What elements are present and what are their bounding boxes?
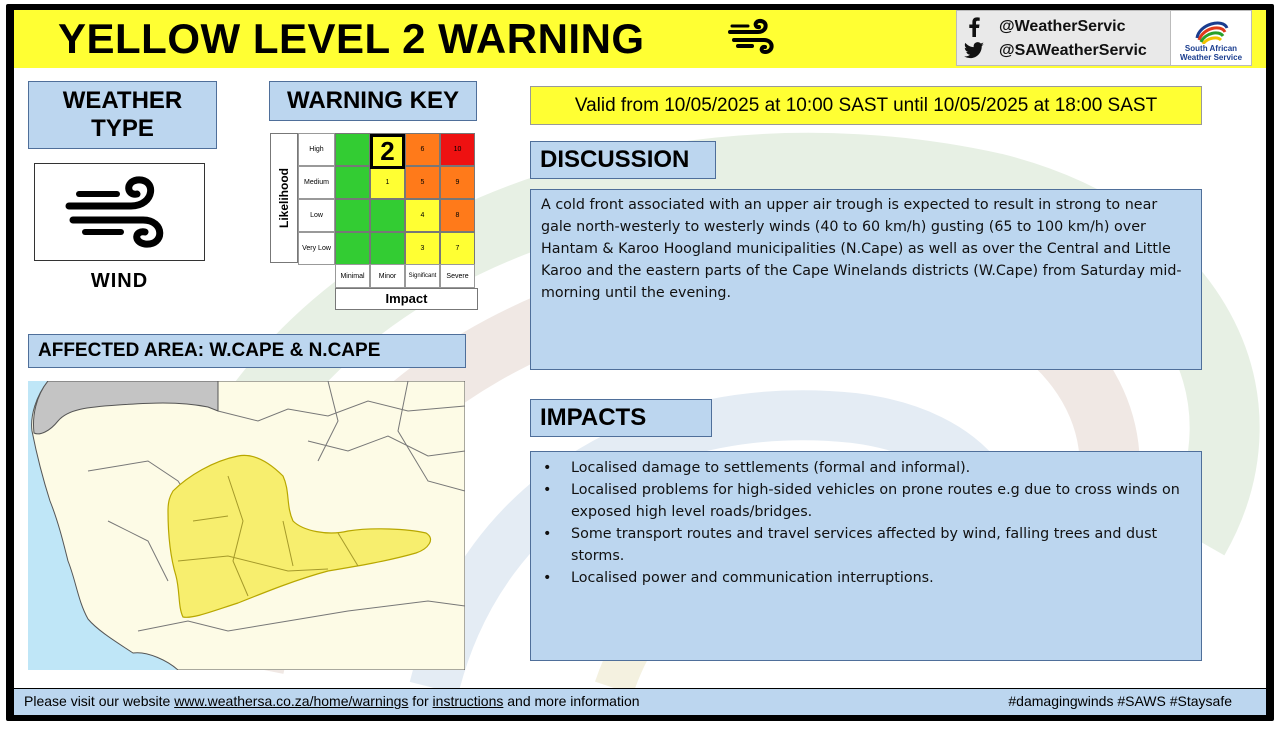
map-graphic (28, 381, 465, 670)
matrix-cell: 9 (440, 166, 475, 199)
row-label-very-low: Very Low (298, 232, 335, 265)
footer-info: Please visit our website www.weathersa.co.za/home/warnings for instructions and more information (24, 693, 640, 709)
valid-period-bar: Valid from 10/05/2025 at 10:00 SAST until 10/05/2025 at 18:00 SAST (530, 86, 1202, 125)
matrix-cell: 1 (370, 166, 405, 199)
col-label-minor: Minor (370, 264, 405, 288)
list-item: • Some transport routes and travel services affected by wind, falling trees and dust storms. (541, 523, 1191, 567)
facebook-row[interactable] (963, 15, 1125, 39)
matrix-cell: 3 (405, 232, 440, 265)
matrix-cell: 8 (440, 199, 475, 232)
affected-area-map (28, 381, 465, 670)
matrix-cell (370, 232, 405, 265)
warning-key-heading: WARNING KEY (269, 81, 477, 121)
matrix-cell: 7 (440, 232, 475, 265)
affected-area-heading: AFFECTED AREA: W.CAPE & N.CAPE (28, 334, 466, 368)
footer-bar (14, 689, 1266, 715)
saws-emblem-icon (1193, 14, 1231, 44)
impacts-heading: IMPACTS (530, 399, 712, 437)
logo-text: South African Weather Service (1179, 44, 1243, 62)
list-item: • Localised power and communication interruptions. (541, 567, 1191, 589)
row-label-medium: Medium (298, 166, 335, 199)
header-banner (14, 10, 1266, 68)
footer-hashtags: #damagingwinds #SAWS #Staysafe (1008, 693, 1232, 709)
matrix-cell (335, 199, 370, 232)
col-label-severe: Severe (440, 264, 475, 288)
matrix-cell (370, 199, 405, 232)
matrix-cell: 6 (405, 133, 440, 166)
col-label-significant: Significant (405, 264, 440, 288)
twitter-handle: @SAWeatherServic (999, 42, 1147, 59)
row-label-high: High (298, 133, 335, 166)
warning-title: YELLOW LEVEL 2 WARNING (58, 15, 645, 62)
col-label-minimal: Minimal (335, 264, 370, 288)
social-panel (956, 10, 1176, 66)
matrix-cell: 10 (440, 133, 475, 166)
facebook-handle: @WeatherServic (999, 18, 1126, 35)
wind-icon (65, 172, 175, 252)
website-link[interactable]: www.weathersa.co.za/home/warnings (174, 693, 409, 709)
active-warning-level: 2 (370, 134, 405, 169)
list-item: • Localised problems for high-sided vehicles on prone routes e.g due to cross winds on exposed high level roads/bridges. (541, 479, 1191, 523)
weather-type-label: WIND (90, 270, 149, 292)
impacts-panel (530, 451, 1202, 661)
wind-icon (728, 16, 776, 60)
impact-axis: Impact (335, 288, 478, 310)
list-item: • Localised damage to settlements (formal and informal). (541, 457, 1191, 479)
discussion-heading: DISCUSSION (530, 141, 716, 179)
twitter-icon (963, 40, 985, 62)
impacts-list (541, 457, 1191, 589)
facebook-icon (963, 16, 985, 38)
row-label-low: Low (298, 199, 335, 232)
weather-type-heading: WEATHER TYPE (28, 81, 217, 149)
instructions-link[interactable]: instructions (432, 693, 504, 709)
twitter-row[interactable] (963, 39, 1147, 63)
wind-icon-box (34, 163, 205, 261)
matrix-cell (335, 232, 370, 265)
matrix-cell: 5 (405, 166, 440, 199)
saws-logo[interactable] (1170, 10, 1252, 66)
matrix-cell (335, 133, 370, 166)
likelihood-axis: Likelihood (270, 133, 298, 263)
matrix-cell (335, 166, 370, 199)
matrix-cell: 4 (405, 199, 440, 232)
discussion-text: A cold front associated with an upper air trough is expected to result in strong to near gale north-westerly to westerly winds (40 to 60 km/h) gusting (65 to 100 km/h) over Hantam & Karoo Hoogland municipalities (N.Cape) as well as over the Central and Little Karoo and the eastern parts of the Cape Winelands districts (W.Cape) from Saturday mid-morning until the evening. (530, 189, 1202, 370)
